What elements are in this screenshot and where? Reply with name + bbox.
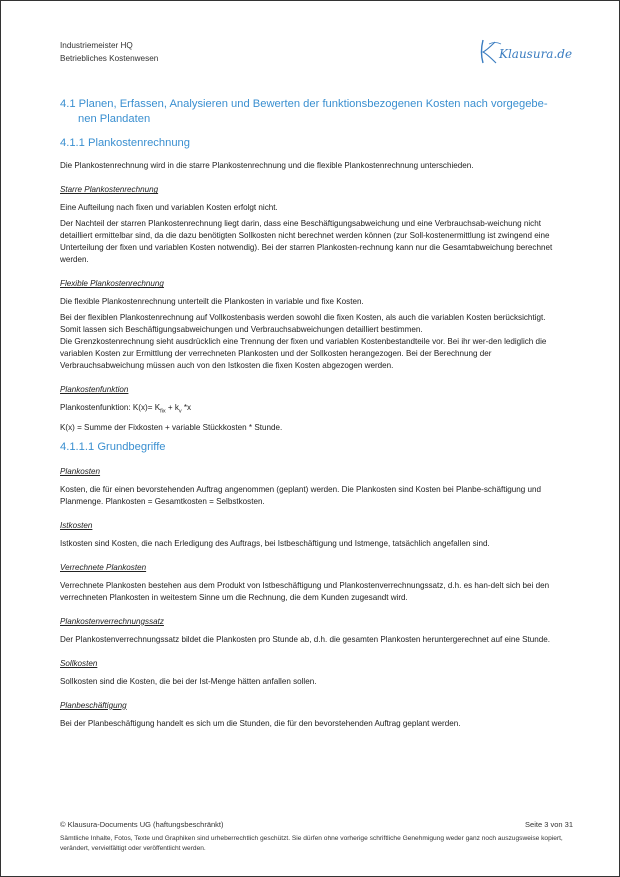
- flex-paragraph-1: Die flexible Plankostenrechnung unterteilt die Plankosten in variable und fixe Kosten.: [60, 297, 364, 307]
- subsection-heading: 4.1.1 Plankostenrechnung: [60, 137, 190, 150]
- formula-sub-v: v: [178, 408, 182, 415]
- page-number: Seite 3 von 31: [525, 820, 573, 829]
- formula-mid: + k: [165, 403, 179, 413]
- istkosten-heading: Istkosten: [60, 520, 93, 530]
- starre-heading: Starre Plankostenrechnung: [60, 185, 159, 195]
- header-course: Industriemeister HQ: [60, 41, 133, 50]
- main-content: [60, 97, 560, 730]
- starre-paragraph-2: Der Nachteil der starren Plankostenrechnung liegt darin, dass eine Beschäftigungsabweichung und eine Verbrauchsab-weichung nicht detailliert ermittelbar sind, da die dazu benötigten Sollkosten nicht berechnet werden können (zur Soll-kostenermittlung ist zwingend eine Unterteilung der fixen und variablen Kosten notwendig). Bei der starren Plankosten-rechnung kann nur die Gesamtabweichung berechnet werden.: [60, 219, 553, 265]
- plankostenfunktion-heading: Plankostenfunktion: [60, 385, 129, 395]
- footer-notice: Sämtliche Inhalte, Fotos, Texte und Graphiken sind urheberrechtlich geschützt. Sie dürfen ohne vorherige schriftliche Genehmigung weder ganz noch auszugsweise kopiert, verändert, vervielfältigt oder veröffentlicht werden.: [60, 835, 563, 852]
- istkosten-paragraph: Istkosten sind Kosten, die nach Erledigung des Auftrags, bei Istbeschäftigung und Istmenge, tatsächlich angefallen sind.: [60, 538, 490, 548]
- sollkosten-heading: Sollkosten: [60, 658, 98, 668]
- formula-suffix: *x: [181, 403, 192, 413]
- plankosten-paragraph: Kosten, die für einen bevorstehenden Auftrag angenommen (geplant) werden. Die Plankosten sind Kosten bei Planbe-schäftigung und Planmenge. Plankosten = Gesamtkosten = Selbstkosten.: [60, 484, 541, 506]
- plankosten-heading: Plankosten: [60, 466, 101, 476]
- intro-paragraph: Die Plankostenrechnung wird in die starre Plankostenrechnung und die flexible Plankostenrechnung unterschieden.: [60, 161, 474, 171]
- pkvs-heading: Plankostenverrechnungssatz: [60, 616, 164, 626]
- section-heading: 4.1 Planen, Erfassen, Analysieren und Bewerten der funktionsbezogenen Kosten nach vorgegebe-nen Plandaten: [60, 98, 548, 125]
- verrechnete-heading: Verrechnete Plankosten: [60, 562, 147, 572]
- formula-sub-fix: fix: [160, 408, 166, 415]
- formula-prefix: Plankostenfunktion: K(x)= K: [60, 403, 161, 413]
- planbeschaeftigung-paragraph: Bei der Planbeschäftigung handelt es sich um die Stunden, die für den bevorstehenden Auftrag geplant werden.: [60, 718, 461, 728]
- starre-paragraph-1: Eine Aufteilung nach fixen und variablen Kosten erfolgt nicht.: [60, 203, 278, 213]
- klausura-logo: [475, 36, 573, 66]
- flex-paragraph-2: Bei der flexiblen Plankostenrechnung auf Vollkostenbasis werden sowohl die fixen Kosten, als auch die variablen Kosten berücksichtigt. Somit lassen sich Beschäftigungsabweichungen und Verbrauchsabweichungen detailliert bestimmen.: [60, 313, 546, 335]
- planbeschaeftigung-heading: Planbeschäftigung: [60, 700, 127, 710]
- footer-copyright: © Klausura-Documents UG (haftungsbeschränkt): [60, 820, 224, 829]
- sollkosten-paragraph: Sollkosten sind die Kosten, die bei der Ist-Menge hätten anfallen sollen.: [60, 676, 317, 686]
- flex-paragraph-3: Die Grenzkostenrechnung sieht ausdrücklich eine Trennung der fixen und variablen Kostenbestandteile vor. Bei ihr wer-den lediglich die variablen Kosten zur Ermittlung der verrechneten Plankosten und der Sollkosten herangezogen. Bei der Berechnung der Verbrauchsabweichung müssen auch von den Istkosten die fixen Kosten abgezogen werden.: [60, 337, 547, 371]
- plankostenfunktion-line2: K(x) = Summe der Fixkosten + variable Stückkosten * Stunde.: [60, 422, 283, 432]
- subsubsection-heading: 4.1.1.1 Grundbegriffe: [60, 440, 166, 453]
- logo-text: Klausura.de: [499, 47, 573, 61]
- plankostenfunktion-formula: [60, 402, 560, 418]
- flex-heading: Flexible Plankostenrechnung: [60, 279, 164, 289]
- page-header: [60, 39, 158, 65]
- pkvs-paragraph: Der Plankostenverrechnungssatz bildet die Plankosten pro Stunde ab, d.h. die gesamten Plankosten heruntergerechnet auf eine Stunde.: [60, 634, 550, 644]
- header-subject: Betriebliches Kostenwesen: [60, 54, 159, 63]
- verrechnete-paragraph: Verrechnete Plankosten bestehen aus dem Produkt von Istbeschäftigung und Plankostenverrechnungssatz, d.h. es han-delt sich bei den verrechneten Plankosten in weitestem Sinne um die Rechnung, die dem Kunden zugesandt wird.: [60, 580, 550, 602]
